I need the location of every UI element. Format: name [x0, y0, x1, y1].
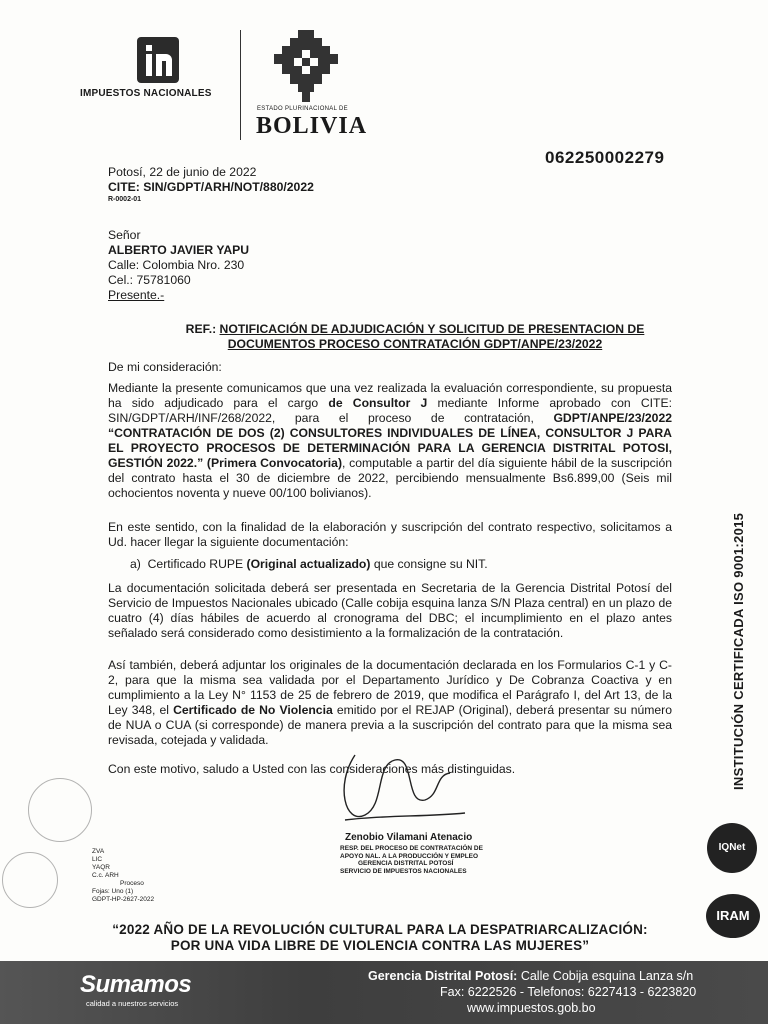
footer-office: Gerencia Distrital Potosí:	[368, 969, 518, 983]
closing: Con este motivo, saludo a Usted con las consideraciones más distinguidas.	[108, 762, 516, 776]
item-marker: a)	[130, 557, 141, 571]
signatory-role	[340, 845, 500, 875]
ref-label: REF.:	[185, 322, 217, 336]
role-line: APOYO NAL. A LA PRODUCCIÓN Y EMPLEO	[340, 852, 479, 860]
role-line: RESP. DEL PROCESO DE CONTRATACIÓN DE	[340, 845, 483, 852]
p1-text-c: mediante Informe aprobado con CITE: SIN/GDPT/ARH/INF/268/2022, para el proceso de contratación,	[108, 396, 672, 425]
sumamos-subtitle: calidad a nuestros servicios	[86, 999, 179, 1008]
impuestos-logo-icon	[137, 37, 179, 83]
motto-line-2: POR UNA VIDA LIBRE DE VIOLENCIA CONTRA LAS MUJERES”	[170, 938, 590, 953]
footer-street: Calle Cobija esquina Lanza s/n	[517, 969, 694, 983]
ref-line-1: NOTIFICACIÓN DE ADJUDICACIÓN Y SOLICITUD DE PRESENTACION DE	[219, 322, 645, 336]
presente: Presente.-	[108, 288, 165, 302]
received-stamp-2	[2, 852, 58, 908]
footer-website[interactable]: www.impuestos.gob.bo	[467, 1001, 596, 1015]
logo-text: IMPUESTOS NACIONALES	[80, 88, 212, 99]
iso-certification-text: INSTITUCIÓN CERTIFICADA ISO 9001:2015	[731, 512, 746, 790]
p1-position: de Consultor J	[328, 396, 428, 410]
item-text-a: Certificado RUPE	[147, 557, 247, 571]
initials-block	[92, 848, 154, 904]
recipient-block	[108, 228, 249, 303]
document-item-a	[130, 557, 488, 572]
p4-certificate: Certificado de No Violencia	[173, 703, 333, 717]
initials-line: Fojas: Uno (1)	[92, 888, 134, 895]
ref-line-2: DOCUMENTOS PROCESO CONTRATACIÓN GDPT/ANPE/23/2022	[227, 337, 603, 351]
initials-line: GDPT-HP-2627-2022	[92, 896, 155, 903]
signatory-name: Zenobio Vilamani Atenacio	[345, 832, 473, 843]
initials-line: ZVA	[92, 848, 105, 855]
bolivia-emblem-icon	[268, 30, 344, 102]
place-date: Potosí, 22 de junio de 2022	[108, 165, 257, 179]
p4-text-a: Así también, deberá adjuntar los originales de la documentación declarada en los Formularios C-1 y C-2, para que la misma sea validada por el Departamento Jurídico y De Cobranza Coactiva y en cumplimiento a la Ley N° 1153 de 25 de febrero de 2019, que modifica el Parágrafo I, del Art 13, de la Ley 348, el	[108, 658, 672, 717]
footer-phones: Fax: 6222526 - Telefonos: 6227413 - 6223820	[440, 985, 697, 999]
recipient-address: Calle: Colombia Nro. 230	[108, 258, 245, 272]
recipient-name: ALBERTO JAVIER YAPU	[108, 243, 250, 257]
paragraph-originals	[108, 658, 672, 748]
p4-text-c: emitido por el REJAP (Original), deberá presentar su número de NUA o CUA (si corresponde) de manera previa a la suscripción del contrato para que la misma sea revisada, cotejada y validada.	[108, 703, 673, 747]
p1-process-title: GDPT/ANPE/23/2022 “CONTRATACIÓN DE DOS (2) CONSULTORES INDIVIDUALES DE LÍNEA, CONSULTOR J PARA EL PROYECTO PROCESOS DE DETERMINACIÓN PARA LA GERENCIA DISTRITAL POTOSI, GESTIÓN 2022.” (Primera Convocatoria)	[108, 411, 672, 470]
sumamos-logo: Sumamos	[80, 971, 192, 998]
p1-text-e: , computable a partir del día siguiente hábil de la suscripción del contrato hasta el 30 de diciembre de 2022, percibiendo mensualmente Bs6.899,00 (Seis mil ochocientos noventa y nueve 00/100 bolivianos).	[108, 456, 673, 500]
initials-line: YAQR	[92, 864, 110, 871]
item-text-b: (Original actualizado)	[246, 557, 371, 571]
header-divider	[240, 30, 241, 140]
role-line: GERENCIA DISTRITAL POTOSÍ	[358, 860, 454, 867]
paragraph-submission: La documentación solicitada deberá ser presentada en Secretaria de la Gerencia Distrital Potosí del Servicio de Impuestos Nacionales ubicado (Calle cobija esquina lanza S/N Plaza central) en un plazo de cuatro (4) días hábiles de acuerdo al cronograma del DBC; el incumplimiento en el plazo antes señalado será considerado como desistimiento a la formalización de la contratación.	[108, 581, 672, 640]
iqnet-seal: IQNet	[707, 823, 757, 873]
recipient-phone: Cel.: 75781060	[108, 273, 191, 287]
ref-code: R-0002-01	[108, 196, 142, 203]
initials-line: Proceso	[120, 880, 144, 887]
initials-line: C.c. ARH	[92, 872, 119, 879]
country-name: BOLIVIA	[256, 113, 368, 139]
reference-block	[165, 322, 665, 352]
initials-line: LIC	[92, 856, 103, 863]
paragraph-request: En este sentido, con la finalidad de la elaboración y suscripción del contrato respectivo, solicitamos a Ud. hacer llegar la siguiente documentación:	[108, 520, 672, 549]
estado-label: ESTADO PLURINACIONAL DE	[257, 106, 348, 112]
greeting: De mi consideración:	[108, 360, 222, 374]
impuestos-logo	[137, 37, 179, 83]
role-line: SERVICIO DE IMPUESTOS NACIONALES	[340, 867, 467, 875]
footer-address	[368, 969, 693, 983]
paragraph-adjudication	[108, 381, 672, 501]
p1-text-a: Mediante la presente comunicamos que una vez realizada la evaluación correspondiente, su propuesta ha sido adjudicado para el cargo	[108, 381, 672, 410]
footer-band	[0, 961, 768, 1024]
iram-seal: IRAM	[706, 894, 760, 938]
salutation: Señor	[108, 228, 141, 242]
tracking-number: 062250002279	[545, 148, 665, 167]
received-stamp	[28, 778, 92, 842]
motto-line-1: “2022 AÑO DE LA REVOLUCIÓN CULTURAL PARA LA DESPATRIARCALIZACIÓN:	[112, 922, 648, 937]
signature-scribble	[325, 745, 475, 835]
item-text-c: que consigne su NIT.	[370, 557, 488, 571]
cite-number: CITE: SIN/GDPT/ARH/NOT/880/2022	[108, 180, 314, 194]
